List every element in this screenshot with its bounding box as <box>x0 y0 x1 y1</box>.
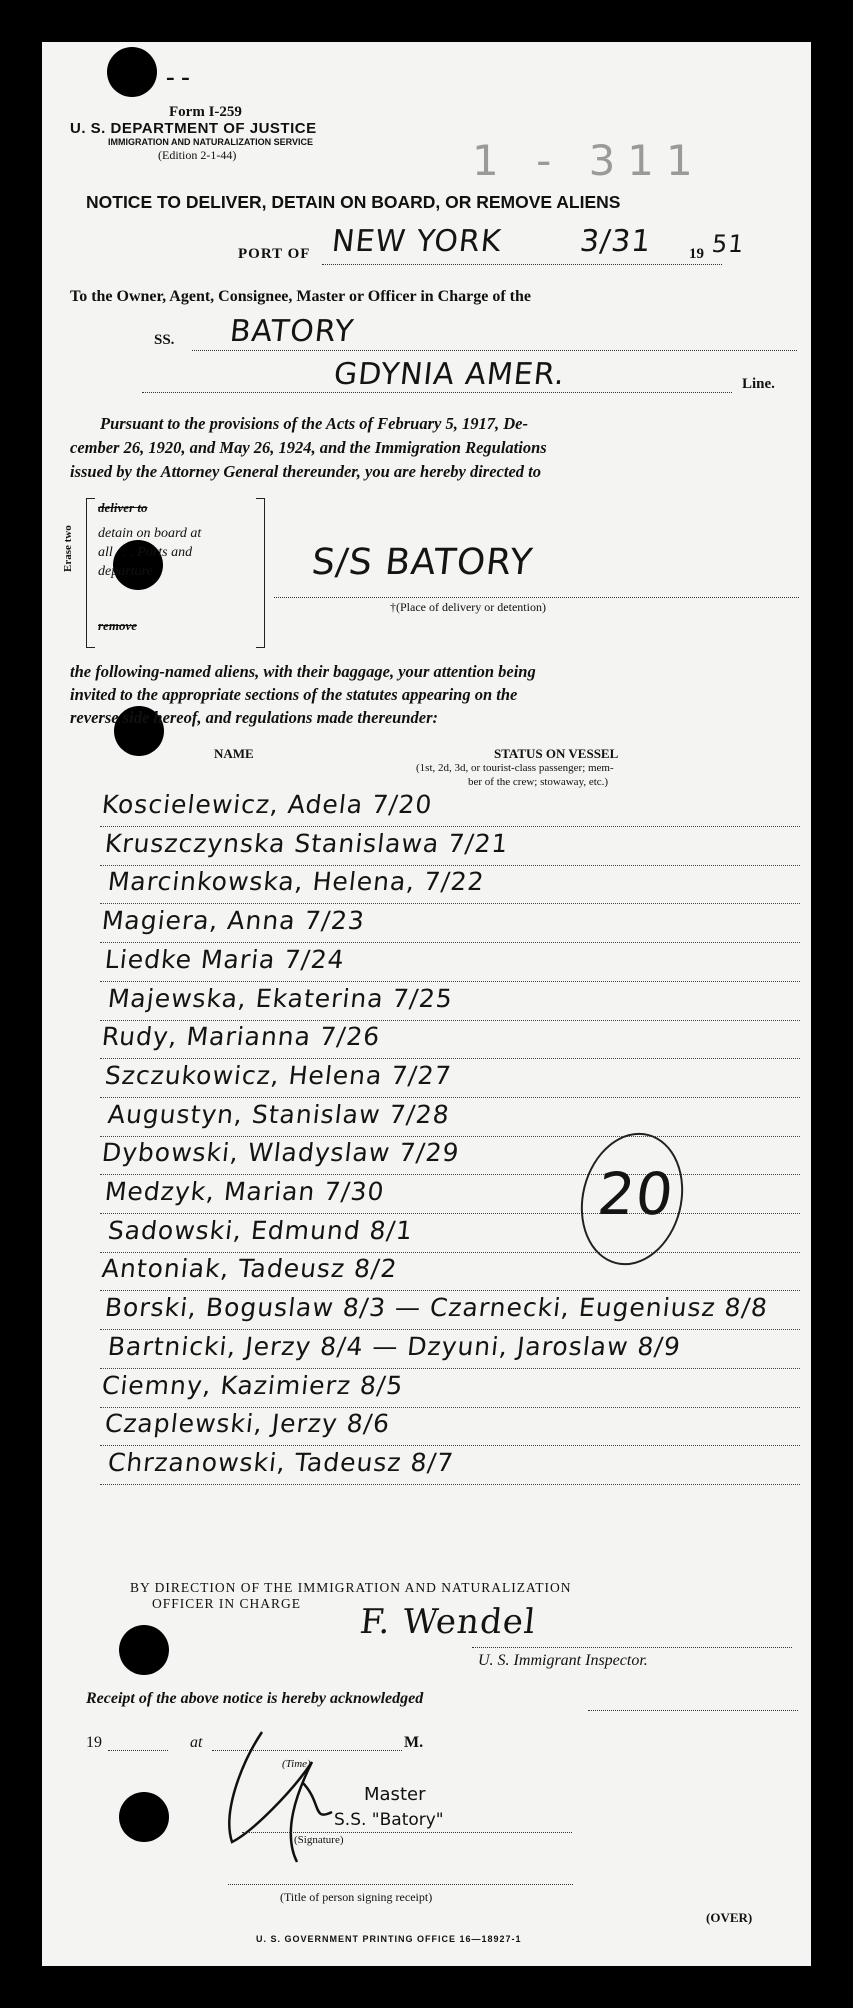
ship-value: S.S. "Batory" <box>334 1810 444 1830</box>
alien-entry: Ciemny, Kazimierz 8/5 <box>100 1370 405 1400</box>
form-number: Form I-259 <box>169 104 242 120</box>
option-ports: all . . . Ports and <box>98 545 193 560</box>
master-signature <box>202 1722 382 1872</box>
pursuant-line-2: cember 26, 1920, and May 26, 1924, and the Immigration Regulations <box>70 438 547 457</box>
by-direction: BY DIRECTION OF THE IMMIGRATION AND NATURALIZATION <box>130 1580 572 1595</box>
entry-line <box>100 1136 800 1137</box>
following-line-2: invited to the appropriate sections of the statutes appearing on the <box>70 685 518 704</box>
alien-entry: Medzyk, Marian 7/30 <box>103 1177 387 1206</box>
receipt-at: at <box>190 1734 203 1751</box>
alien-entry: Koscielewicz, Adela 7/20 <box>100 790 434 819</box>
line-value: GDYNIA AMER. <box>332 357 567 392</box>
over-label: (OVER) <box>706 1910 753 1925</box>
alien-entry: Borski, Boguslaw 8/3 — Czarnecki, Eugeniusz 8/8 <box>103 1293 770 1323</box>
following-line-1: the following-named aliens, with their baggage, your attention being <box>70 662 536 681</box>
port-value: NEW YORK <box>330 224 504 259</box>
receipt-text: Receipt of the above notice is hereby acknowledged <box>86 1690 424 1707</box>
circled-count-value: 20 <box>594 1160 678 1228</box>
edition: (Edition 2-1-44) <box>158 148 237 162</box>
entry-line <box>100 1213 800 1214</box>
title-caption: (Title of person signing receipt) <box>280 1890 433 1904</box>
entry-line <box>100 1445 800 1446</box>
alien-entry: Augustyn, Stanislaw 7/28 <box>106 1099 452 1129</box>
receipt-m: M. <box>404 1734 424 1751</box>
pursuant-line-1: Pursuant to the provisions of the Acts of February 5, 1917, De- <box>100 414 528 433</box>
entry-line <box>100 1058 800 1059</box>
entry-line <box>100 1290 800 1291</box>
signature-caption: (Signature) <box>294 1834 344 1846</box>
entry-line <box>100 826 800 827</box>
to-line: To the Owner, Agent, Consignee, Master or Officer in Charge of the <box>70 288 531 305</box>
file-number-stamp: 1 - 311 <box>472 136 705 185</box>
entry-line <box>100 903 800 904</box>
officer-in-charge: OFFICER IN CHARGE <box>152 1596 302 1611</box>
printer-line: U. S. GOVERNMENT PRINTING OFFICE 16—18927-1 <box>256 1934 522 1944</box>
inspector-title: U. S. Immigrant Inspector. <box>478 1652 648 1669</box>
entry-line <box>100 1484 800 1485</box>
status-column-header: STATUS ON VESSEL <box>494 746 619 761</box>
status-sub-2: ber of the crew; stowaway, etc.) <box>468 776 609 788</box>
entry-line <box>100 981 800 982</box>
alien-entry: Kruszczynska Stanislawa 7/21 <box>103 828 510 858</box>
entry-line <box>100 942 800 943</box>
department: U. S. DEPARTMENT OF JUSTICE <box>70 120 317 137</box>
entry-line <box>100 1368 800 1369</box>
alien-entry: Chrzanowski, Tadeusz 8/7 <box>106 1447 456 1477</box>
alien-entry: Bartnicki, Jerzy 8/4 — Dzyuni, Jaroslaw 8/9 <box>106 1331 683 1361</box>
time-caption: (Time) <box>282 1758 311 1770</box>
entry-line <box>100 1174 800 1175</box>
following-line-3: reverse side hereof, and regulations made thereunder: <box>70 708 439 727</box>
line-label: Line. <box>742 376 775 392</box>
option-remove: remove <box>98 618 137 633</box>
status-sub-1: (1st, 2d, 3d, or tourist-class passenger; mem- <box>416 762 614 774</box>
port-date: 3/31 <box>578 224 654 259</box>
alien-entry: Rudy, Marianna 7/26 <box>100 1022 382 1052</box>
port-label: PORT OF <box>238 246 311 262</box>
options-bracket <box>256 498 265 648</box>
form-page <box>42 42 811 1966</box>
name-column-header: NAME <box>214 746 254 761</box>
alien-entry: Liedke Maria 7/24 <box>103 944 347 974</box>
alien-entry: Szczukowicz, Helena 7/27 <box>103 1060 454 1090</box>
entry-line <box>100 1252 800 1253</box>
alien-entry: Marcinkowska, Helena, 7/22 <box>106 867 486 897</box>
punch-hole <box>119 1792 169 1842</box>
alien-entry: Sadowski, Edmund 8/1 <box>106 1215 415 1245</box>
option-departure: departure <box>98 564 153 579</box>
entry-line <box>100 1097 800 1098</box>
option-detain: detain on board at <box>98 526 202 541</box>
alien-entry: Majewska, Ekaterina 7/25 <box>106 983 455 1013</box>
entry-line <box>100 1329 800 1330</box>
alien-entry: Magiera, Anna 7/23 <box>100 906 367 936</box>
options-bracket <box>86 498 95 648</box>
entry-line <box>100 1020 800 1021</box>
entry-line <box>100 1407 800 1408</box>
master-value: Master <box>364 1784 426 1805</box>
entry-line <box>100 865 800 866</box>
inspector-signature: F. Wendel <box>357 1602 538 1642</box>
place-caption: †(Place of delivery or detention) <box>390 600 546 614</box>
option-deliver: deliver to <box>98 500 148 515</box>
receipt-year: 19 <box>86 1734 102 1751</box>
pursuant-line-3: issued by the Attorney General thereunder, you are hereby directed to <box>70 462 541 481</box>
year-prefix: 19 <box>689 246 704 262</box>
ss-label: SS. <box>154 332 175 348</box>
punch-hole <box>119 1625 169 1675</box>
page-title: NOTICE TO DELIVER, DETAIN ON BOARD, OR REMOVE ALIENS <box>86 192 621 212</box>
erase-two-label: Erase two <box>62 525 74 572</box>
place-value: S/S BATORY <box>309 542 535 583</box>
alien-entry: Czaplewski, Jerzy 8/6 <box>103 1409 392 1439</box>
top-mark: - - <box>166 62 190 91</box>
ss-value: BATORY <box>228 314 356 349</box>
year-suffix: 51 <box>710 230 747 258</box>
punch-hole <box>107 47 157 97</box>
alien-entry: Antoniak, Tadeusz 8/2 <box>100 1254 399 1284</box>
service: IMMIGRATION AND NATURALIZATION SERVICE <box>108 137 313 147</box>
alien-entry: Dybowski, Wladyslaw 7/29 <box>100 1138 462 1168</box>
